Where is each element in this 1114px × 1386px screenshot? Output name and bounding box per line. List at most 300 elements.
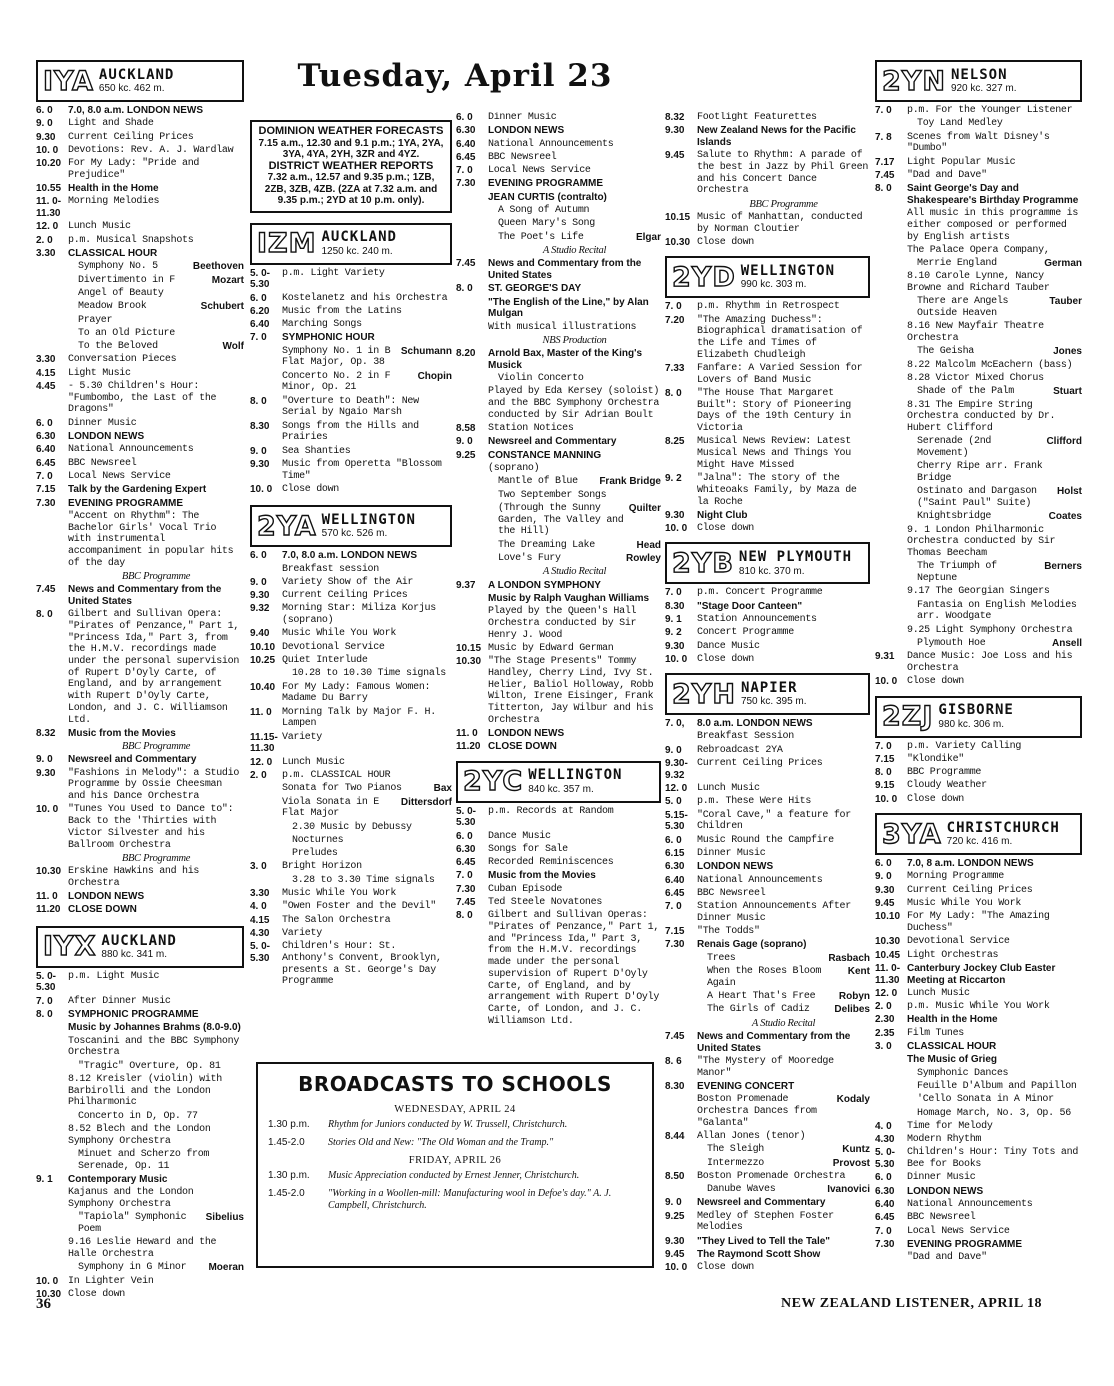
program-text: BBC Newsreel	[488, 151, 557, 163]
program-time	[36, 301, 68, 313]
program-text: p.m. Musical Snapshots	[68, 234, 194, 246]
program-text: CLASSICAL HOUR	[68, 248, 158, 260]
program-entry	[36, 145, 244, 157]
program-entry	[250, 484, 452, 496]
program-text: "They Lived to Tell the Tale"	[697, 1235, 831, 1247]
program-text: Played by the Queen's Hall Orchestra conducted by Sir Henry J. Wood	[488, 606, 637, 641]
program-entry	[36, 498, 244, 510]
program-text: Arnold Bax, Master of the King's Musick	[488, 348, 643, 371]
program-entry	[456, 258, 661, 281]
program-time: 11. 0-11.30	[875, 962, 901, 986]
program-entry	[250, 797, 452, 820]
program-list	[250, 268, 452, 498]
program-entry	[875, 1094, 1082, 1106]
program-entry	[665, 473, 870, 508]
program-time	[875, 271, 907, 294]
program-time: 6.15	[665, 847, 685, 859]
program-time: 6.45	[456, 151, 476, 163]
program-text: Dance Music	[697, 640, 760, 652]
program-time: 10.20	[36, 158, 62, 170]
program-time: 8. 0	[250, 395, 267, 407]
program-text: Current Ceiling Prices	[68, 131, 194, 143]
program-time: 10.15	[456, 642, 482, 654]
program-time: 10. 0	[665, 1262, 688, 1274]
program-entry	[875, 1147, 1082, 1170]
program-time	[875, 436, 907, 459]
schools-item-time: 1.45-2.0	[268, 1188, 305, 1199]
program-time	[36, 1111, 68, 1123]
program-text: "The English of the Line," by Alan Mulgan	[488, 296, 649, 320]
program-time	[875, 296, 907, 319]
program-time	[36, 1237, 68, 1260]
program-entry	[250, 421, 452, 444]
program-time: 4.30	[250, 927, 270, 939]
program-text: ST. GEORGE'S DAY	[488, 283, 582, 295]
program-text: CLASSICAL HOUR	[907, 1041, 997, 1053]
program-entry	[250, 928, 452, 940]
program-time: 7. 0	[250, 332, 267, 344]
program-text: The Poet's Life	[498, 231, 584, 243]
program-text: A Studio Recital	[751, 1017, 816, 1029]
program-time	[875, 321, 907, 344]
program-entry	[456, 139, 661, 151]
program-text: Boston Promenade Orchestra Dances from "Galanta"	[697, 1094, 817, 1129]
program-entry	[875, 208, 1082, 243]
program-text: 8.52 Blech and the London Symphony Orchestra	[68, 1123, 211, 1147]
program-time: 5. 0	[665, 796, 682, 808]
program-time: 10.10	[250, 641, 276, 653]
program-entry	[250, 901, 452, 913]
program-entry	[36, 1061, 244, 1073]
program-time: 7.15	[875, 753, 895, 765]
program-entry	[456, 450, 661, 462]
program-list	[456, 112, 661, 755]
program-text: Homage March, No. 3, Op. 56	[917, 1107, 1071, 1119]
program-time	[456, 553, 488, 565]
program-entry	[36, 183, 244, 195]
program-time: 7.30	[36, 497, 56, 509]
program-text: Close down	[282, 483, 340, 495]
program-time: 7.20	[665, 314, 685, 326]
program-time: 2.35	[875, 1027, 895, 1039]
program-entry	[875, 911, 1082, 934]
program-time: 8. 0	[36, 1009, 53, 1021]
program-time: 8. 0	[456, 910, 473, 922]
program-time: 9.32	[250, 603, 270, 615]
program-entry	[250, 293, 452, 305]
program-time: 9.15	[875, 780, 895, 792]
program-entry	[36, 1009, 244, 1021]
program-entry	[250, 306, 452, 318]
program-entry	[875, 1001, 1082, 1013]
program-composer: Schumann	[400, 345, 452, 357]
program-entry	[875, 157, 1082, 169]
program-time: 3.30	[250, 888, 270, 900]
program-entry	[665, 523, 870, 535]
program-entry	[456, 436, 661, 448]
program-text: "Tunes You Used to Dance to": Back to the 'Thirties with Victor Silvester and his Ballroom Orchestra	[68, 804, 234, 851]
program-time	[665, 1184, 697, 1196]
program-text: Preludes	[292, 848, 338, 860]
program-time	[875, 1252, 907, 1264]
station-frequency: 990 kc. 303 m.	[740, 279, 807, 291]
program-entry	[250, 371, 452, 394]
program-entry	[456, 857, 661, 869]
program-time: 7. 0	[665, 301, 682, 313]
program-text: Breakfast Session	[697, 731, 794, 743]
column-4	[665, 112, 870, 1276]
station-city: NELSON	[950, 66, 1008, 83]
program-entry	[875, 118, 1082, 130]
program-time: 10. 0	[36, 804, 59, 816]
program-text: p.m. Rhythm in Retrospect	[697, 301, 840, 313]
program-time	[36, 1061, 68, 1073]
program-entry	[665, 861, 870, 873]
program-text: The Music of Grieg	[907, 1054, 998, 1066]
program-text: Minuet and Scherzo from Serenade, Op. 11	[78, 1148, 210, 1172]
program-time: 7. 0	[665, 901, 682, 913]
program-time	[456, 218, 488, 230]
program-entry	[665, 125, 870, 148]
schools-item	[268, 1170, 642, 1182]
program-time: 6.45	[456, 857, 476, 869]
program-time	[875, 360, 907, 372]
station-header	[36, 926, 244, 968]
program-text: Dance Music	[488, 830, 551, 842]
program-entry	[36, 471, 244, 483]
program-entry	[36, 288, 244, 300]
program-entry	[875, 321, 1082, 344]
station-city: AUCKLAND	[101, 932, 177, 949]
program-entry	[665, 888, 870, 900]
program-entry	[875, 386, 1082, 398]
program-text: The Salon Orchestra	[282, 914, 391, 926]
program-entry	[250, 446, 452, 458]
program-time: 7.45	[875, 169, 895, 181]
program-entry	[665, 796, 870, 808]
program-composer: Dittersdorf	[400, 796, 452, 808]
program-text: 8.31 The Empire String Orchestra conducted by Dr. Hubert Clifford	[907, 399, 1056, 435]
program-entry	[665, 1171, 870, 1183]
program-time: 4.15	[250, 914, 270, 926]
program-list	[36, 971, 244, 1302]
program-entry	[36, 158, 244, 181]
program-time	[456, 566, 488, 578]
program-time	[36, 261, 68, 273]
program-entry	[665, 212, 870, 235]
program-text: The Triumph of Neptune	[917, 561, 997, 585]
program-entry	[875, 963, 1082, 986]
program-text: BBC Newsreel	[697, 887, 766, 899]
station-header	[875, 60, 1082, 102]
program-text: Music from the Movies	[488, 870, 596, 882]
station-city: WELLINGTON	[528, 767, 623, 784]
program-entry	[875, 858, 1082, 870]
program-time	[36, 571, 68, 583]
program-entry	[36, 1124, 244, 1147]
program-time: 7. 0	[456, 165, 473, 177]
station-call-sign: IYA	[43, 65, 94, 97]
program-text: Close down	[907, 793, 965, 805]
program-text: Prayer	[78, 314, 113, 326]
program-entry	[665, 1262, 870, 1274]
program-list	[36, 105, 244, 918]
program-text: Variety	[282, 731, 322, 743]
program-time	[665, 991, 697, 1003]
program-entry	[875, 950, 1082, 962]
program-entry	[665, 150, 870, 197]
program-time	[875, 638, 907, 650]
program-entry	[875, 885, 1082, 897]
program-time: 8.58	[456, 423, 476, 435]
program-entry	[250, 564, 452, 576]
program-entry	[456, 283, 661, 295]
program-time	[36, 1212, 68, 1235]
program-composer: Head	[636, 539, 661, 551]
program-entry	[456, 490, 661, 502]
program-time	[36, 1187, 68, 1210]
program-text: Station Notices	[488, 423, 574, 435]
program-time: 5. 0-5.30	[250, 267, 271, 291]
program-composer: Chopin	[417, 370, 452, 382]
program-text: News and Commentary from the United States	[697, 1030, 851, 1054]
program-time	[456, 245, 488, 257]
program-text: 9.17 The Georgian Singers	[907, 586, 1050, 598]
program-list	[665, 718, 870, 1275]
program-entry	[36, 511, 244, 570]
program-text: Music from the Movies	[68, 727, 176, 739]
program-text: CLOSE DOWN	[68, 904, 137, 916]
program-text: Music by Ralph Vaughan Williams	[488, 592, 650, 604]
program-text: Light Orchestras	[907, 949, 999, 961]
program-entry	[875, 898, 1082, 910]
program-text: Angel of Beauty	[78, 287, 164, 299]
program-text: LONDON NEWS	[488, 727, 565, 739]
program-time: 6.30	[875, 1185, 895, 1197]
program-time	[665, 1158, 697, 1170]
program-text: Music by Johannes Brahms (8.0-9.0)	[68, 1022, 241, 1034]
station-frequency: 810 kc. 370 m.	[738, 565, 805, 577]
station-city: WELLINGTON	[321, 512, 416, 529]
program-time	[875, 625, 907, 637]
program-time: 11. 0	[36, 891, 58, 903]
program-entry	[875, 1199, 1082, 1211]
program-entry	[875, 296, 1082, 319]
program-text: "Dad and Dave"	[907, 169, 987, 181]
program-text: p.m. These Were Hits	[697, 796, 812, 808]
program-text: p.m. Concert Programme	[697, 587, 823, 599]
program-text: Health in the Home	[68, 183, 159, 195]
program-text: To an Old Picture	[78, 327, 175, 339]
program-entry	[36, 431, 244, 443]
program-time: 12. 0	[665, 783, 688, 795]
station-call-sign: IZM	[257, 228, 317, 259]
program-text: Morning Talk by Major F. H. Lampen	[282, 706, 436, 730]
program-entry	[665, 315, 870, 362]
program-entry	[665, 731, 870, 743]
program-text: Light Music	[68, 367, 131, 379]
program-time: 4.15	[36, 367, 56, 379]
schools-item-time: 1.45-2.0	[268, 1137, 305, 1148]
program-time: 9. 0	[665, 1197, 682, 1209]
program-text: SYMPHONIC HOUR	[282, 332, 375, 344]
program-text: "The House That Margaret Built": Story of Pioneering Days of the 19th Century in Victoria	[697, 388, 851, 435]
program-composer: Berners	[1044, 561, 1082, 573]
program-time: 8. 6	[665, 1055, 682, 1067]
program-time	[250, 668, 282, 680]
program-text: Feuille D'Album and Papillon	[917, 1080, 1077, 1092]
program-text: Knightsbridge	[917, 511, 992, 523]
program-text: A Song of Autumn	[498, 205, 590, 217]
program-text: Music by Edward German	[488, 642, 614, 654]
program-time	[36, 275, 68, 287]
program-entry	[456, 232, 661, 244]
program-time: 2. 0	[875, 1001, 892, 1013]
program-time: 12. 0	[250, 756, 273, 768]
program-text: Conversation Pieces	[68, 354, 177, 366]
program-text: Newsreel and Commentary	[68, 754, 197, 766]
program-time: 7. 0	[456, 870, 473, 882]
program-entry	[665, 848, 870, 860]
station-city: NAPIER	[740, 679, 798, 696]
program-time: 6. 0	[875, 1172, 892, 1184]
program-text: LONDON NEWS	[68, 891, 145, 903]
program-list	[250, 550, 452, 989]
program-entry	[250, 783, 452, 795]
program-time: 9. 0	[36, 118, 53, 130]
program-text: Scenes from Walt Disney's "Dumbo"	[907, 131, 1050, 155]
program-time: 10.30	[665, 237, 691, 248]
program-text: After Dinner Music	[68, 995, 171, 1007]
program-entry	[250, 550, 452, 562]
program-time: 6.40	[250, 319, 270, 331]
program-entry	[875, 780, 1082, 792]
program-time	[456, 540, 488, 552]
program-entry	[36, 609, 244, 726]
program-time	[875, 561, 907, 584]
program-entry	[456, 423, 661, 435]
program-entry	[875, 625, 1082, 637]
program-text: Music of Manhattan, conducted by Norman Cloutier	[697, 212, 863, 235]
program-entry	[36, 484, 244, 496]
program-time: 6.30	[665, 861, 685, 873]
program-entry	[36, 221, 244, 233]
program-list	[665, 587, 870, 667]
program-entry	[456, 580, 661, 592]
station-header	[250, 505, 452, 547]
program-time: 7.45	[665, 1030, 685, 1042]
program-text: Variety	[282, 927, 322, 939]
program-list	[456, 806, 661, 1029]
program-entry	[36, 891, 244, 903]
program-text: Dinner Music	[68, 417, 137, 429]
program-text: Concert Programme	[697, 627, 794, 639]
program-time	[456, 192, 488, 204]
program-text: Symphony in G Minor	[78, 1262, 187, 1274]
program-text: Modern Rhythm	[907, 1134, 982, 1146]
weather-box	[250, 120, 452, 213]
program-text: Close down	[697, 237, 755, 248]
program-time	[250, 797, 282, 820]
station-city: GISBORNE	[938, 702, 1014, 719]
program-entry	[36, 1022, 244, 1034]
program-time	[875, 208, 907, 243]
schools-day: WEDNESDAY, APRIL 24	[394, 1104, 516, 1115]
program-text: Songs for Sale	[488, 843, 568, 855]
program-time: 5. 0-5.30	[250, 941, 271, 964]
program-text: Ted Steele Novatones	[488, 897, 603, 909]
program-text: "Stage Door Canteen"	[697, 600, 803, 612]
program-entry	[36, 458, 244, 470]
program-entry	[875, 183, 1082, 206]
program-time: 7.45	[456, 258, 476, 270]
program-entry	[875, 1068, 1082, 1080]
program-text: For My Lady: "Pride and Prejudice"	[68, 158, 200, 181]
program-text: Station Announcements	[697, 614, 817, 625]
program-text: "Dad and Dave"	[907, 1252, 987, 1264]
program-time	[36, 1124, 68, 1147]
program-time	[36, 741, 68, 753]
program-text: Morning Programme	[907, 871, 1004, 883]
program-text: Sea Shanties	[282, 445, 351, 457]
program-time	[36, 315, 68, 327]
program-time: 7. 8	[875, 131, 892, 143]
program-entry	[875, 132, 1082, 155]
program-time: 10. 0	[875, 793, 898, 805]
program-time: 6. 0	[250, 550, 267, 562]
program-entry	[250, 590, 452, 602]
program-entry	[250, 682, 452, 705]
program-composer: Coates	[1048, 511, 1082, 523]
program-text: New Zealand News for the Pacific Islands	[697, 125, 856, 148]
schools-item	[268, 1188, 642, 1212]
program-time	[36, 1149, 68, 1172]
program-time: 6.40	[665, 874, 685, 886]
program-time: 9. 0	[665, 744, 682, 756]
program-entry	[665, 1018, 870, 1030]
program-text: A Studio Recital	[542, 566, 607, 578]
program-time: 9.30	[875, 884, 895, 896]
program-entry	[36, 1187, 244, 1210]
program-text: Morning Melodies	[68, 196, 160, 208]
program-time	[456, 606, 488, 641]
program-time: 8. 0	[875, 183, 892, 195]
program-composer: Rowley	[625, 552, 661, 564]
program-time	[875, 1094, 907, 1106]
program-time: 4.30	[875, 1134, 895, 1146]
program-entry	[665, 363, 870, 386]
schools-box	[256, 1062, 654, 1268]
program-entry	[665, 1144, 870, 1156]
program-entry	[36, 1237, 244, 1260]
program-entry	[456, 178, 661, 190]
program-text: Health in the Home	[907, 1014, 998, 1026]
program-time: 9.30	[665, 640, 685, 652]
program-time: 5. 0-5.30	[875, 1147, 896, 1171]
program-entry	[36, 301, 244, 313]
program-entry	[665, 810, 870, 833]
program-entry	[36, 418, 244, 430]
program-entry	[875, 1134, 1082, 1146]
program-entry	[36, 996, 244, 1008]
program-text: Nocturnes	[292, 834, 344, 846]
station-call-sign: 2YN	[882, 65, 946, 97]
program-entry	[456, 553, 661, 565]
program-entry	[665, 301, 870, 313]
program-text: Close down	[68, 1288, 126, 1300]
program-entry	[36, 354, 244, 366]
program-text: EVENING PROGRAMME	[488, 178, 604, 190]
